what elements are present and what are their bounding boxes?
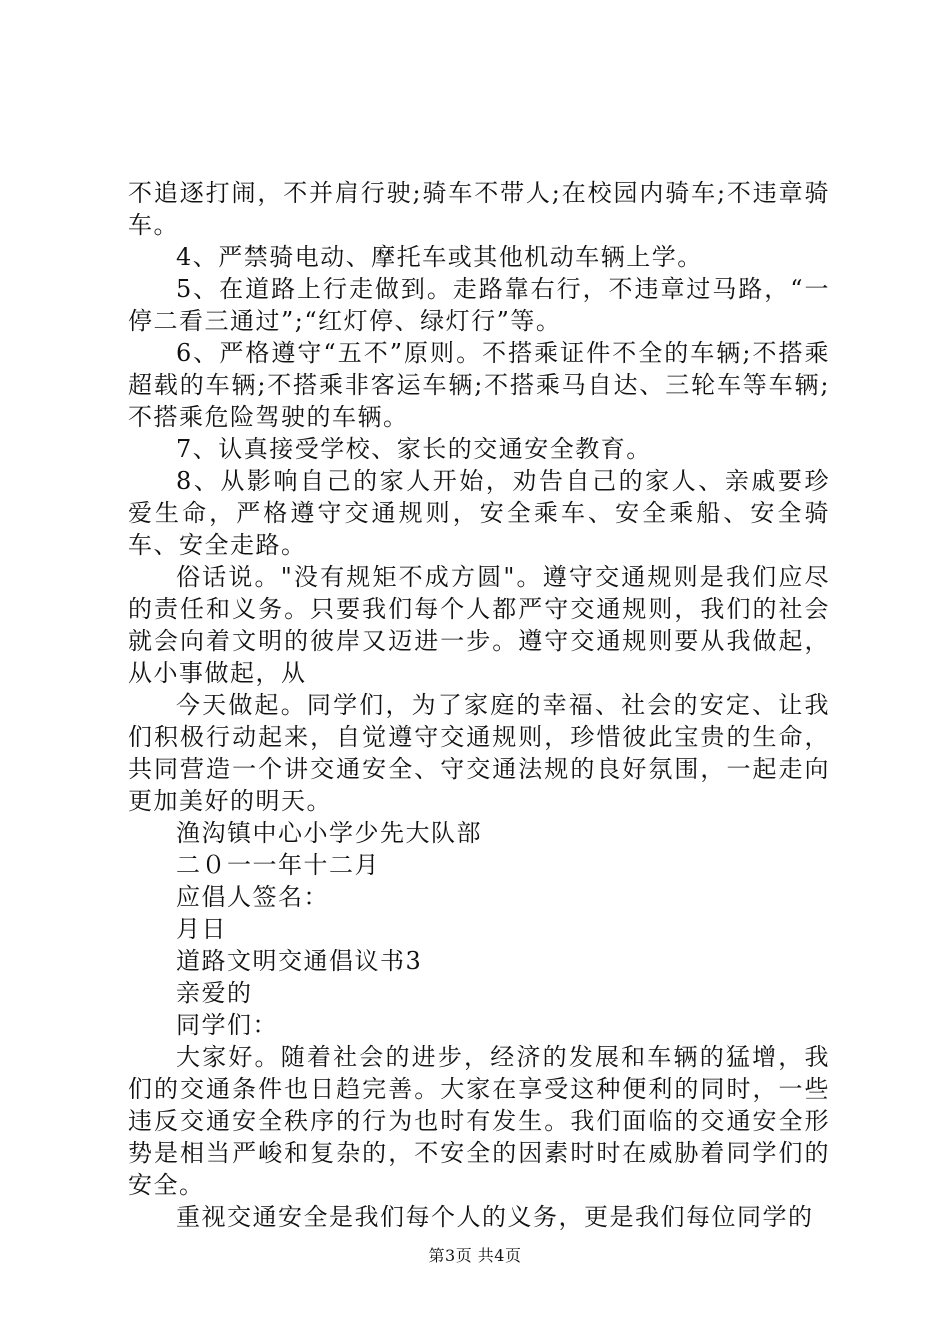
paragraph-item-5: 5、在道路上行走做到。走路靠右行，不违章过马路，“一停二看三通过”;“红灯停、绿灯行”等。 [128, 275, 830, 335]
paragraph-item-6: 6、严格遵守“五不”原则。不搭乘证件不全的车辆;不搭乘超载的车辆;不搭乘非客运车辆;不搭乘马自达、三轮车等车辆;不搭乘危险驾驶的车辆。 [128, 339, 830, 431]
paragraph-rules-cycling: 不追逐打闹，不并肩行驶;骑车不带人;在校园内骑车;不违章骑车。 [128, 179, 830, 239]
salutation-dear: 亲爱的 [176, 979, 253, 1007]
section-title: 道路文明交通倡议书3 [176, 947, 423, 975]
document-body [128, 177, 830, 1233]
paragraph-greeting: 大家好。随着社会的进步，经济的发展和车辆的猛增，我们的交通条件也日趋完善。大家在享受这种便利的同时，一些违反交通安全秩序的行为也时有发生。我们面临的交通安全形势是相当严峻和复杂的，不安全的因素时时在威胁着同学们的安全。 [128, 1043, 830, 1199]
signer-label: 应倡人签名： [176, 883, 329, 911]
paragraph-importance: 重视交通安全是我们每个人的义务，更是我们每位同学的 [176, 1203, 814, 1231]
signature-date: 二０一一年十二月 [176, 851, 380, 879]
page-number: 第3页 共4页 [428, 1246, 522, 1265]
paragraph-item-4: 4、严禁骑电动、摩托车或其他机动车辆上学。 [176, 243, 703, 271]
salutation-students: 同学们： [176, 1011, 278, 1039]
paragraph-item-7: 7、认真接受学校、家长的交通安全教育。 [176, 435, 652, 463]
signature-organization: 渔沟镇中心小学少先大队部 [176, 819, 482, 847]
month-day-label: 月日 [176, 915, 227, 943]
paragraph-item-8: 8、从影响自己的家人开始，劝告自己的家人、亲戚要珍爱生命，严格遵守交通规则，安全乘车、安全乘船、安全骑车、安全走路。 [128, 467, 830, 559]
paragraph-call-to-action: 今天做起。同学们，为了家庭的幸福、社会的安定、让我们积极行动起来，自觉遵守交通规则，珍惜彼此宝贵的生命，共同营造一个讲交通安全、守交通法规的良好氛围，一起走向更加美好的明天。 [128, 691, 830, 815]
paragraph-proverb: 俗话说。"没有规矩不成方圆"。遵守交通规则是我们应尽的责任和义务。只要我们每个人都严守交通规则，我们的社会就会向着文明的彼岸又迈进一步。遵守交通规则要从我做起，从小事做起，从 [128, 563, 830, 687]
